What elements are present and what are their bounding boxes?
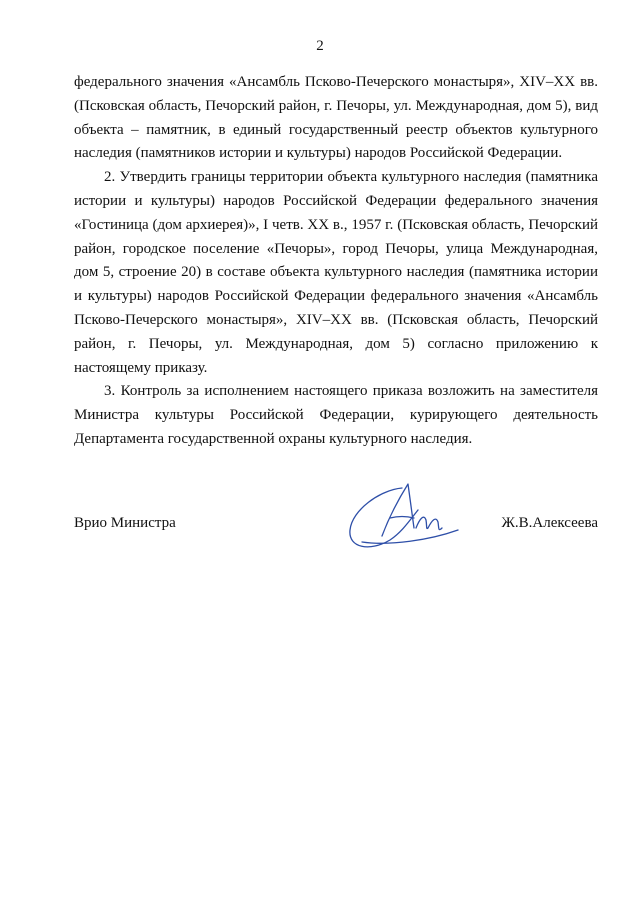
- signature-row: [74, 512, 598, 534]
- signer-title: Врио Министра: [74, 515, 176, 531]
- paragraph-item-2: 2. Утвердить границы территории объекта культурного наследия (памятника истории и культуры) народов Российской Федерации федерального значения «Гостиница (дом архиерея)», I четв. XX в., 1957 г. (Псковская область, Печорский район, городское поселение «Печоры», город Печоры, улица Международная, дом 5, строение 20) в составе объекта культурного наследия (памятника истории и культуры) народов Российской Федерации федерального значения «Ансамбль Псково-Печерского монастыря», XIV–XX вв. (Псковская область, Печорский район, г. Печоры, ул. Международная, дом 5) согласно приложению к настоящему приказу.: [74, 169, 598, 376]
- page-number: 2: [316, 38, 324, 54]
- document-body: [74, 71, 598, 452]
- paragraph-item-3: 3. Контроль за исполнением настоящего приказа возложить на заместителя Министра культуры Российской Федерации, курирующего деятельность Департамента государственной охраны культурного наследия.: [74, 383, 598, 447]
- signer-name: Ж.В.Алексеева: [501, 515, 598, 531]
- paragraph-continuation: федерального значения «Ансамбль Псково-Печерского монастыря», XIV–XX вв. (Псковская область, Печорский район, г. Печоры, ул. Международная, дом 5), вид объекта – памятник, в единый государственный реестр объектов культурного наследия (памятников истории и культуры) народов Российской Федерации.: [74, 74, 598, 162]
